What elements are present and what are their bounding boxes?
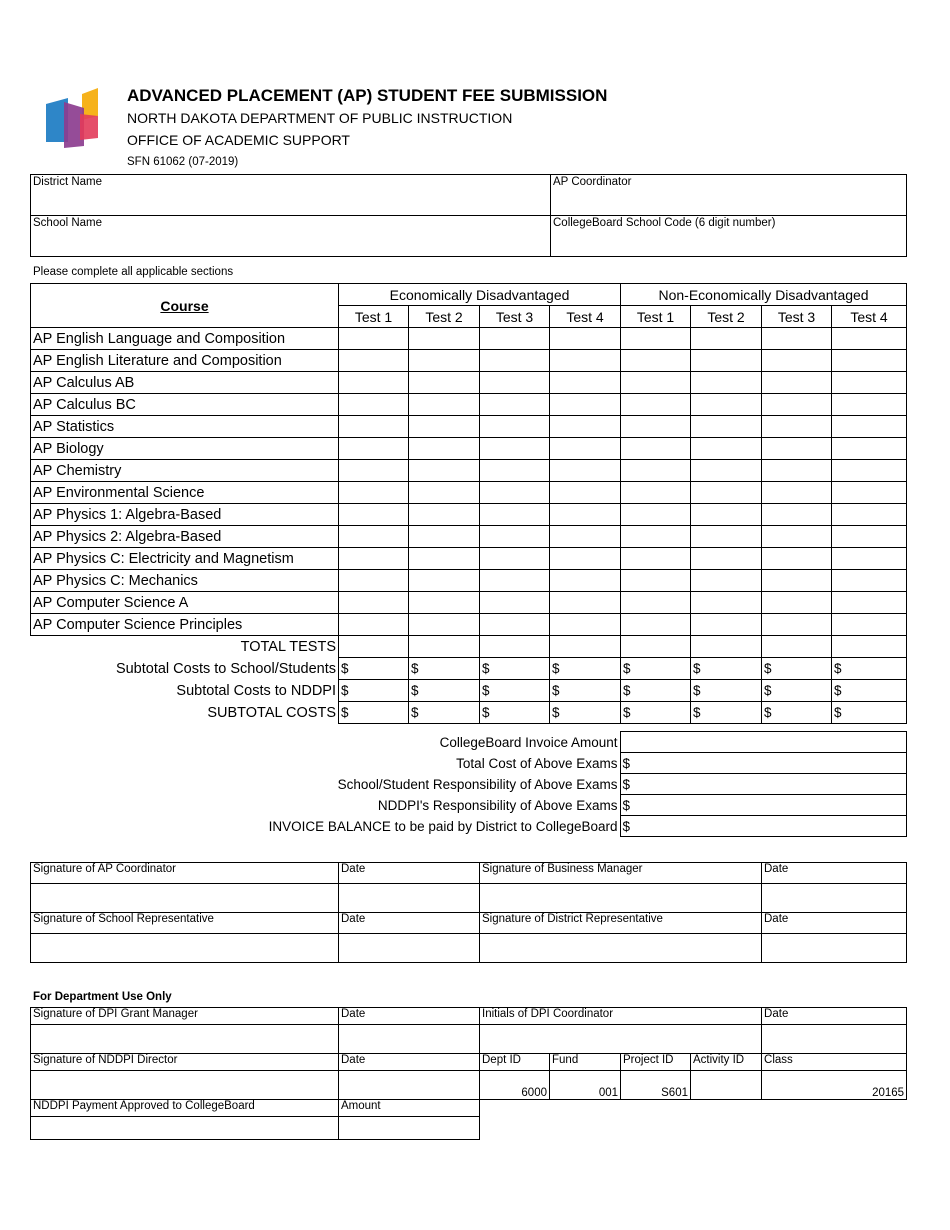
amount-label: Amount <box>339 1100 480 1117</box>
test-count-input[interactable] <box>762 416 832 438</box>
test-count-input[interactable] <box>832 460 907 482</box>
test-count-input[interactable] <box>762 592 832 614</box>
currency-symbol: $ <box>834 683 842 698</box>
course-name: AP Chemistry <box>31 460 339 482</box>
currency-symbol: $ <box>622 755 631 771</box>
test-count-input[interactable] <box>832 372 907 394</box>
test-count-input[interactable] <box>832 328 907 350</box>
school-rep-signature-label: Signature of School Representative <box>31 913 339 934</box>
test-count-input[interactable] <box>409 328 480 350</box>
currency-symbol: $ <box>764 661 772 676</box>
test-count-input[interactable] <box>480 482 550 504</box>
test-count-input[interactable] <box>550 460 621 482</box>
test-count-input[interactable] <box>621 416 691 438</box>
grant-manager-signature-field[interactable] <box>31 1025 339 1054</box>
econ-disadvantaged-header: Economically Disadvantaged <box>339 284 621 306</box>
course-rows <box>31 328 907 636</box>
currency-symbol: $ <box>622 797 631 813</box>
total-tests-label: TOTAL TESTS <box>31 636 339 658</box>
test-count-input[interactable] <box>621 438 691 460</box>
district-rep-signature-label: Signature of District Representative <box>480 913 762 934</box>
grant-manager-date-field[interactable] <box>339 1025 480 1054</box>
payment-approved-label: NDDPI Payment Approved to CollegeBoard <box>31 1100 339 1117</box>
test-count-input[interactable] <box>409 350 480 372</box>
office-name: OFFICE OF ACADEMIC SUPPORT <box>127 132 350 148</box>
currency-symbol: $ <box>623 661 631 676</box>
course-name: AP English Literature and Composition <box>31 350 339 372</box>
test-count-input[interactable] <box>832 548 907 570</box>
test-count-input[interactable] <box>550 592 621 614</box>
test-count-input[interactable] <box>339 416 409 438</box>
test-count-input[interactable] <box>480 504 550 526</box>
instructions: Please complete all applicable sections <box>33 266 234 278</box>
test-count-input[interactable] <box>691 438 762 460</box>
test-count-input[interactable] <box>550 504 621 526</box>
test-header-non-econ-1: Test 1 <box>621 306 691 328</box>
course-name: AP Physics 2: Algebra-Based <box>31 526 339 548</box>
test-count-input[interactable] <box>339 548 409 570</box>
currency-symbol: $ <box>341 661 349 676</box>
grant-manager-signature-label: Signature of DPI Grant Manager <box>31 1008 339 1025</box>
currency-symbol: $ <box>834 661 842 676</box>
summary-rows <box>31 636 907 724</box>
subtotal-costs-input[interactable] <box>409 702 480 724</box>
subtotal-nddpi-row <box>31 680 907 702</box>
currency-symbol: $ <box>411 661 419 676</box>
test-count-input[interactable] <box>691 570 762 592</box>
test-count-input[interactable] <box>691 504 762 526</box>
fund-label: Fund <box>550 1054 621 1071</box>
ap-coordinator-field[interactable] <box>551 175 907 216</box>
test-count-input[interactable] <box>409 416 480 438</box>
test-count-input[interactable] <box>550 570 621 592</box>
total-tests-input[interactable] <box>621 636 691 658</box>
nddpi-director-date-field[interactable] <box>339 1071 480 1100</box>
test-count-input[interactable] <box>409 394 480 416</box>
date-label: Date <box>762 863 907 884</box>
course-row <box>31 482 907 504</box>
test-count-input[interactable] <box>409 372 480 394</box>
test-count-input[interactable] <box>480 394 550 416</box>
test-count-input[interactable] <box>762 350 832 372</box>
test-count-input[interactable] <box>621 504 691 526</box>
total-tests-input[interactable] <box>550 636 621 658</box>
test-count-input[interactable] <box>409 460 480 482</box>
currency-symbol: $ <box>693 661 701 676</box>
logo-red-shape <box>80 114 98 140</box>
subtotal-nddpi-input[interactable] <box>691 680 762 702</box>
test-count-input[interactable] <box>480 350 550 372</box>
district-name-label: District Name <box>33 176 103 188</box>
test-count-input[interactable] <box>550 416 621 438</box>
test-count-input[interactable] <box>480 614 550 636</box>
school-responsibility-input[interactable] <box>620 774 906 795</box>
currency-symbol: $ <box>482 661 490 676</box>
course-name: AP Statistics <box>31 416 339 438</box>
subtotal-costs-row <box>31 702 907 724</box>
nddpi-director-signature-label: Signature of NDDPI Director <box>31 1054 339 1071</box>
test-count-input[interactable] <box>832 438 907 460</box>
test-count-input[interactable] <box>762 438 832 460</box>
currency-symbol: $ <box>411 705 419 720</box>
test-count-input[interactable] <box>832 592 907 614</box>
ap-coordinator-date-field[interactable] <box>339 884 480 913</box>
test-count-input[interactable] <box>691 482 762 504</box>
test-count-input[interactable] <box>339 504 409 526</box>
nddpi-director-signature-field[interactable] <box>31 1071 339 1100</box>
school-name-label: School Name <box>33 217 103 229</box>
course-name: AP Computer Science A <box>31 592 339 614</box>
test-count-input[interactable] <box>409 614 480 636</box>
test-count-input[interactable] <box>409 548 480 570</box>
test-count-input[interactable] <box>339 328 409 350</box>
test-count-input[interactable] <box>691 592 762 614</box>
course-name: AP Physics C: Electricity and Magnetism <box>31 548 339 570</box>
test-count-input[interactable] <box>762 614 832 636</box>
invoice-balance-input[interactable] <box>620 816 906 837</box>
test-count-input[interactable] <box>409 504 480 526</box>
test-count-input[interactable] <box>762 504 832 526</box>
test-count-input[interactable] <box>762 394 832 416</box>
coordinator-date-field[interactable] <box>762 1025 907 1054</box>
subtotal-school-input[interactable] <box>550 658 621 680</box>
subtotal-nddpi-input[interactable] <box>832 680 907 702</box>
test-count-input[interactable] <box>339 570 409 592</box>
course-row <box>31 328 907 350</box>
invoice-amount-label: CollegeBoard Invoice Amount <box>30 732 620 753</box>
course-name: AP Physics 1: Algebra-Based <box>31 504 339 526</box>
test-header-non-econ-3: Test 3 <box>762 306 832 328</box>
subtotal-school-label: Subtotal Costs to School/Students <box>31 658 339 680</box>
currency-symbol: $ <box>764 683 772 698</box>
currency-symbol: $ <box>552 705 560 720</box>
coordinator-initials-field[interactable] <box>480 1025 762 1054</box>
test-count-input[interactable] <box>762 482 832 504</box>
test-count-input[interactable] <box>691 328 762 350</box>
non-econ-disadvantaged-header: Non-Economically Disadvantaged <box>621 284 907 306</box>
subtotal-costs-input[interactable] <box>621 702 691 724</box>
test-count-input[interactable] <box>480 526 550 548</box>
test-count-input[interactable] <box>832 504 907 526</box>
test-count-input[interactable] <box>550 394 621 416</box>
total-tests-input[interactable] <box>339 636 409 658</box>
course-row <box>31 548 907 570</box>
subtotal-nddpi-input[interactable] <box>762 680 832 702</box>
test-count-input[interactable] <box>550 526 621 548</box>
test-count-input[interactable] <box>762 372 832 394</box>
ap-coordinator-signature-label: Signature of AP Coordinator <box>31 863 339 884</box>
test-count-input[interactable] <box>832 350 907 372</box>
ap-coordinator-label: AP Coordinator <box>553 176 632 188</box>
subtotal-school-row <box>31 658 907 680</box>
dept-use-title: For Department Use Only <box>33 991 172 1003</box>
test-count-input[interactable] <box>762 526 832 548</box>
subtotal-costs-input[interactable] <box>480 702 550 724</box>
currency-symbol: $ <box>341 705 349 720</box>
subtotal-nddpi-input[interactable] <box>621 680 691 702</box>
course-row <box>31 570 907 592</box>
department-name: NORTH DAKOTA DEPARTMENT OF PUBLIC INSTRUCTION <box>127 110 513 126</box>
test-header-econ-4: Test 4 <box>550 306 621 328</box>
subtotal-nddpi-input[interactable] <box>409 680 480 702</box>
course-fee-table <box>30 283 907 724</box>
empty-area <box>480 1100 907 1140</box>
test-count-input[interactable] <box>550 438 621 460</box>
test-count-input[interactable] <box>832 570 907 592</box>
ndpi-logo <box>44 86 100 150</box>
test-count-input[interactable] <box>691 548 762 570</box>
subtotal-costs-input[interactable] <box>339 702 409 724</box>
currency-symbol: $ <box>693 705 701 720</box>
currency-symbol: $ <box>552 661 560 676</box>
district-rep-signature-field[interactable] <box>480 934 762 963</box>
course-row <box>31 614 907 636</box>
subtotal-school-input[interactable] <box>762 658 832 680</box>
currency-symbol: $ <box>764 705 772 720</box>
test-count-input[interactable] <box>762 460 832 482</box>
class-value: 20165 <box>762 1071 907 1100</box>
test-count-input[interactable] <box>621 328 691 350</box>
course-row <box>31 416 907 438</box>
ap-coordinator-signature-field[interactable] <box>31 884 339 913</box>
signature-table <box>30 862 907 963</box>
course-name: AP English Language and Composition <box>31 328 339 350</box>
course-row <box>31 394 907 416</box>
date-label: Date <box>339 1054 480 1071</box>
school-code-field[interactable] <box>551 216 907 257</box>
test-count-input[interactable] <box>762 328 832 350</box>
date-label: Date <box>339 1008 480 1025</box>
currency-symbol: $ <box>482 705 490 720</box>
school-info-table <box>30 174 907 257</box>
subtotal-costs-input[interactable] <box>691 702 762 724</box>
total-tests-input[interactable] <box>409 636 480 658</box>
currency-symbol: $ <box>341 683 349 698</box>
test-count-input[interactable] <box>409 438 480 460</box>
test-count-input[interactable] <box>339 372 409 394</box>
test-count-input[interactable] <box>621 570 691 592</box>
invoice-amount-input[interactable] <box>620 732 906 753</box>
test-header-non-econ-2: Test 2 <box>691 306 762 328</box>
project-id-value: S601 <box>621 1071 691 1100</box>
district-name-field[interactable] <box>31 175 551 216</box>
currency-symbol: $ <box>552 683 560 698</box>
test-count-input[interactable] <box>550 548 621 570</box>
subtotal-costs-input[interactable] <box>832 702 907 724</box>
subtotal-costs-input[interactable] <box>550 702 621 724</box>
dept-use-table <box>30 1007 907 1140</box>
course-row <box>31 592 907 614</box>
subtotal-nddpi-label: Subtotal Costs to NDDPI <box>31 680 339 702</box>
course-name: AP Environmental Science <box>31 482 339 504</box>
test-count-input[interactable] <box>621 614 691 636</box>
subtotal-nddpi-input[interactable] <box>480 680 550 702</box>
form-title: ADVANCED PLACEMENT (AP) STUDENT FEE SUBMISSION <box>127 86 608 105</box>
currency-symbol: $ <box>482 683 490 698</box>
test-count-input[interactable] <box>409 526 480 548</box>
test-count-input[interactable] <box>339 394 409 416</box>
test-count-input[interactable] <box>621 350 691 372</box>
amount-field[interactable] <box>339 1117 480 1140</box>
total-tests-input[interactable] <box>832 636 907 658</box>
currency-symbol: $ <box>622 818 631 834</box>
course-name: AP Physics C: Mechanics <box>31 570 339 592</box>
test-count-input[interactable] <box>691 614 762 636</box>
test-count-input[interactable] <box>691 416 762 438</box>
test-count-input[interactable] <box>480 438 550 460</box>
test-count-input[interactable] <box>621 482 691 504</box>
course-row <box>31 350 907 372</box>
course-row <box>31 526 907 548</box>
test-count-input[interactable] <box>339 592 409 614</box>
district-rep-date-field[interactable] <box>762 934 907 963</box>
test-count-input[interactable] <box>409 570 480 592</box>
test-count-input[interactable] <box>480 592 550 614</box>
currency-symbol: $ <box>834 705 842 720</box>
class-label: Class <box>762 1054 907 1071</box>
test-header-econ-2: Test 2 <box>409 306 480 328</box>
test-count-input[interactable] <box>339 526 409 548</box>
school-rep-signature-field[interactable] <box>31 934 339 963</box>
fund-value: 001 <box>550 1071 621 1100</box>
test-count-input[interactable] <box>621 372 691 394</box>
subtotal-school-input[interactable] <box>621 658 691 680</box>
form-number: SFN 61062 (07-2019) <box>127 156 239 168</box>
test-count-input[interactable] <box>621 394 691 416</box>
business-manager-date-field[interactable] <box>762 884 907 913</box>
test-count-input[interactable] <box>409 482 480 504</box>
total-tests-input[interactable] <box>691 636 762 658</box>
currency-symbol: $ <box>411 683 419 698</box>
course-name: AP Computer Science Principles <box>31 614 339 636</box>
currency-symbol: $ <box>623 705 631 720</box>
invoice-table <box>30 731 907 837</box>
subtotal-nddpi-input[interactable] <box>339 680 409 702</box>
date-label: Date <box>762 913 907 934</box>
course-row <box>31 504 907 526</box>
course-name: AP Calculus AB <box>31 372 339 394</box>
test-count-input[interactable] <box>550 372 621 394</box>
total-tests-input[interactable] <box>762 636 832 658</box>
subtotal-school-input[interactable] <box>409 658 480 680</box>
test-count-input[interactable] <box>480 416 550 438</box>
total-tests-input[interactable] <box>480 636 550 658</box>
test-header-econ-1: Test 1 <box>339 306 409 328</box>
school-name-field[interactable] <box>31 216 551 257</box>
currency-symbol: $ <box>622 776 631 792</box>
course-row <box>31 438 907 460</box>
course-name: AP Calculus BC <box>31 394 339 416</box>
test-count-input[interactable] <box>339 350 409 372</box>
school-rep-date-field[interactable] <box>339 934 480 963</box>
date-label: Date <box>339 863 480 884</box>
activity-id-field[interactable] <box>691 1071 762 1100</box>
coordinator-initials-label: Initials of DPI Coordinator <box>480 1008 762 1025</box>
subtotal-school-input[interactable] <box>691 658 762 680</box>
course-row <box>31 372 907 394</box>
subtotal-school-input[interactable] <box>480 658 550 680</box>
subtotal-costs-input[interactable] <box>762 702 832 724</box>
course-name: AP Biology <box>31 438 339 460</box>
subtotal-costs-label: SUBTOTAL COSTS <box>31 702 339 724</box>
test-count-input[interactable] <box>339 438 409 460</box>
test-count-input[interactable] <box>762 570 832 592</box>
test-count-input[interactable] <box>621 460 691 482</box>
test-header-non-econ-4: Test 4 <box>832 306 907 328</box>
nddpi-responsibility-input[interactable] <box>620 795 906 816</box>
test-count-input[interactable] <box>480 570 550 592</box>
test-count-input[interactable] <box>480 372 550 394</box>
course-header: Course <box>31 284 339 328</box>
date-label: Date <box>762 1008 907 1025</box>
business-manager-signature-field[interactable] <box>480 884 762 913</box>
currency-symbol: $ <box>693 683 701 698</box>
total-tests-row <box>31 636 907 658</box>
date-label: Date <box>339 913 480 934</box>
business-manager-signature-label: Signature of Business Manager <box>480 863 762 884</box>
test-count-input[interactable] <box>480 460 550 482</box>
test-count-input[interactable] <box>691 372 762 394</box>
test-count-input[interactable] <box>691 460 762 482</box>
test-count-input[interactable] <box>691 350 762 372</box>
dept-id-value: 6000 <box>480 1071 550 1100</box>
test-count-input[interactable] <box>339 460 409 482</box>
subtotal-school-input[interactable] <box>339 658 409 680</box>
test-count-input[interactable] <box>762 548 832 570</box>
test-count-input[interactable] <box>691 394 762 416</box>
test-count-input[interactable] <box>480 328 550 350</box>
test-count-input[interactable] <box>832 394 907 416</box>
test-count-input[interactable] <box>832 416 907 438</box>
test-count-input[interactable] <box>550 328 621 350</box>
invoice-balance-label: INVOICE BALANCE to be paid by District to CollegeBoard <box>30 816 620 837</box>
payment-approved-field[interactable] <box>31 1117 339 1140</box>
test-count-input[interactable] <box>832 614 907 636</box>
school-responsibility-label: School/Student Responsibility of Above Exams <box>30 774 620 795</box>
test-header-econ-3: Test 3 <box>480 306 550 328</box>
school-code-label: CollegeBoard School Code (6 digit number) <box>553 217 776 229</box>
test-count-input[interactable] <box>621 526 691 548</box>
currency-symbol: $ <box>623 683 631 698</box>
test-count-input[interactable] <box>621 548 691 570</box>
subtotal-school-input[interactable] <box>832 658 907 680</box>
test-count-input[interactable] <box>339 614 409 636</box>
dept-id-label: Dept ID <box>480 1054 550 1071</box>
subtotal-nddpi-input[interactable] <box>550 680 621 702</box>
test-count-input[interactable] <box>691 526 762 548</box>
total-cost-label: Total Cost of Above Exams <box>30 753 620 774</box>
test-count-input[interactable] <box>550 614 621 636</box>
nddpi-responsibility-label: NDDPI's Responsibility of Above Exams <box>30 795 620 816</box>
test-count-input[interactable] <box>621 592 691 614</box>
activity-id-label: Activity ID <box>691 1054 762 1071</box>
test-count-input[interactable] <box>339 482 409 504</box>
test-count-input[interactable] <box>832 526 907 548</box>
test-count-input[interactable] <box>550 350 621 372</box>
test-count-input[interactable] <box>480 548 550 570</box>
test-count-input[interactable] <box>832 482 907 504</box>
test-count-input[interactable] <box>550 482 621 504</box>
course-row <box>31 460 907 482</box>
total-cost-input[interactable] <box>620 753 906 774</box>
project-id-label: Project ID <box>621 1054 691 1071</box>
test-count-input[interactable] <box>409 592 480 614</box>
